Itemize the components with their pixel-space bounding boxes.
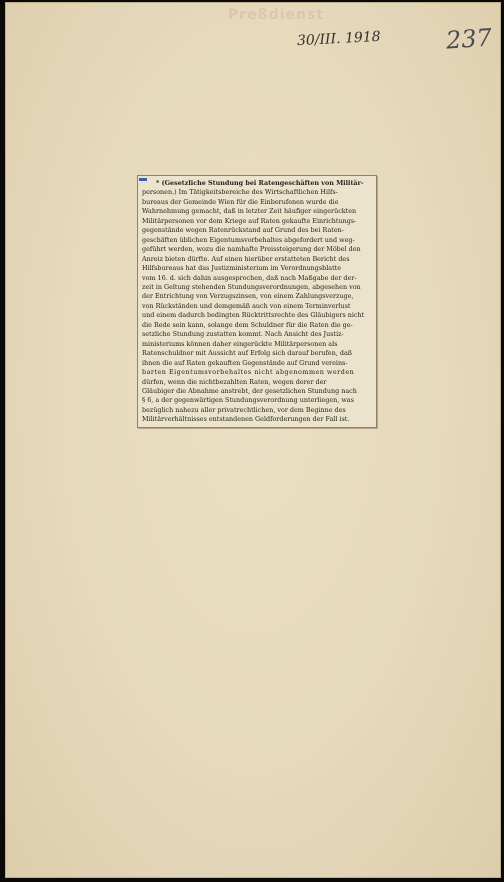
- clipping-line: bureaus der Gemeinde Wien für die Einberufenen wurde die: [142, 197, 339, 206]
- clipping-line: Wahrnehmung gemacht, daß in letzter Zeit häufiger eingerückten: [142, 207, 357, 216]
- clipping-line: geschäften üblichen Eigentumsvorbehaltes abgefordert und weg-: [142, 235, 355, 244]
- handwritten-date: 30/III. 1918: [296, 28, 382, 50]
- clipping-line: barten Eigentumsvorbehaltes nicht abgenommen werden: [142, 368, 355, 377]
- clipping-line: personen.) Im Tätigkeitsbereiche des Wirtschaftlichen Hilfs-: [142, 188, 338, 197]
- folio-number: 237: [445, 23, 493, 55]
- clipping-line: und einem dadurch bedingten Rücktrittsrechte des Gläubigers nicht: [142, 311, 365, 320]
- clipping-line: Anreiz bieten dürfte. Auf einen hierüber erstatteten Bericht des: [142, 254, 350, 263]
- blue-pencil-mark: [139, 178, 147, 181]
- clipping-line: § 6, a der gegenwärtigen Stundungsverordnung unterliegen, was: [142, 396, 354, 405]
- archive-sheet: [5, 2, 501, 878]
- clipping-line: die Rede sein kann, solange dem Schuldner für die Raten die ge-: [142, 320, 353, 329]
- clipping-line: zeit in Geltung stehenden Stundungsverordnungen, abgesehen von: [142, 282, 361, 291]
- clipping-line: bezüglich nahezu aller privatrechtlichen, vor dem Beginne des: [142, 405, 346, 414]
- faded-stamp: Preßdienst: [228, 7, 325, 23]
- clipping-line: Gläubiger die Abnahme anstrebt, der gesetzlichen Stundung nach: [142, 386, 357, 395]
- clipping-line: von Rückständen und demgemäß auch von einem Terminverlust: [142, 301, 351, 310]
- newspaper-clipping: [137, 175, 377, 428]
- clipping-line: Militärverhältnisses entstandenen Geldforderungen der Fall ist.: [142, 415, 350, 424]
- clipping-line: der Entrichtung von Verzugszinsen, von einem Zahlungsverzuge,: [142, 292, 354, 301]
- clipping-line: setzliche Stundung zustatten kommt. Nach Ansicht des Justiz-: [142, 330, 344, 339]
- clipping-line: Ratenschuldner mit Aussicht auf Erfolg sich darauf berufen, daß: [142, 349, 353, 358]
- clipping-line: vom 16. d. sich dahin ausgesprochen, daß nach Maßgabe der der-: [142, 273, 357, 282]
- clipping-line: gegenstände wegen Ratenrückstand auf Grund des bei Raten-: [142, 226, 344, 235]
- clipping-line: Hilfsbureaus hat das Justizministerium im Verordnungsblatte: [142, 264, 342, 273]
- clipping-line: ministeriums können daher eingerückte Militärpersonen als: [142, 339, 338, 348]
- clipping-line: dürfen, wenn die nichtbezahlten Raten, wegen derer der: [142, 377, 327, 386]
- clipping-line: * (Gesetzliche Stundung bei Ratengeschäften von Militär-: [156, 179, 364, 187]
- clipping-line: geführt werden, wozu die namhafte Preissteigerung der Möbel den: [142, 245, 361, 254]
- clipping-line: ihnen die auf Raten gekauften Gegenstände auf Grund vereins-: [142, 358, 348, 367]
- clipping-line: Militärpersonen vor dem Kriege auf Raten gekaufte Einrichtungs-: [142, 216, 357, 225]
